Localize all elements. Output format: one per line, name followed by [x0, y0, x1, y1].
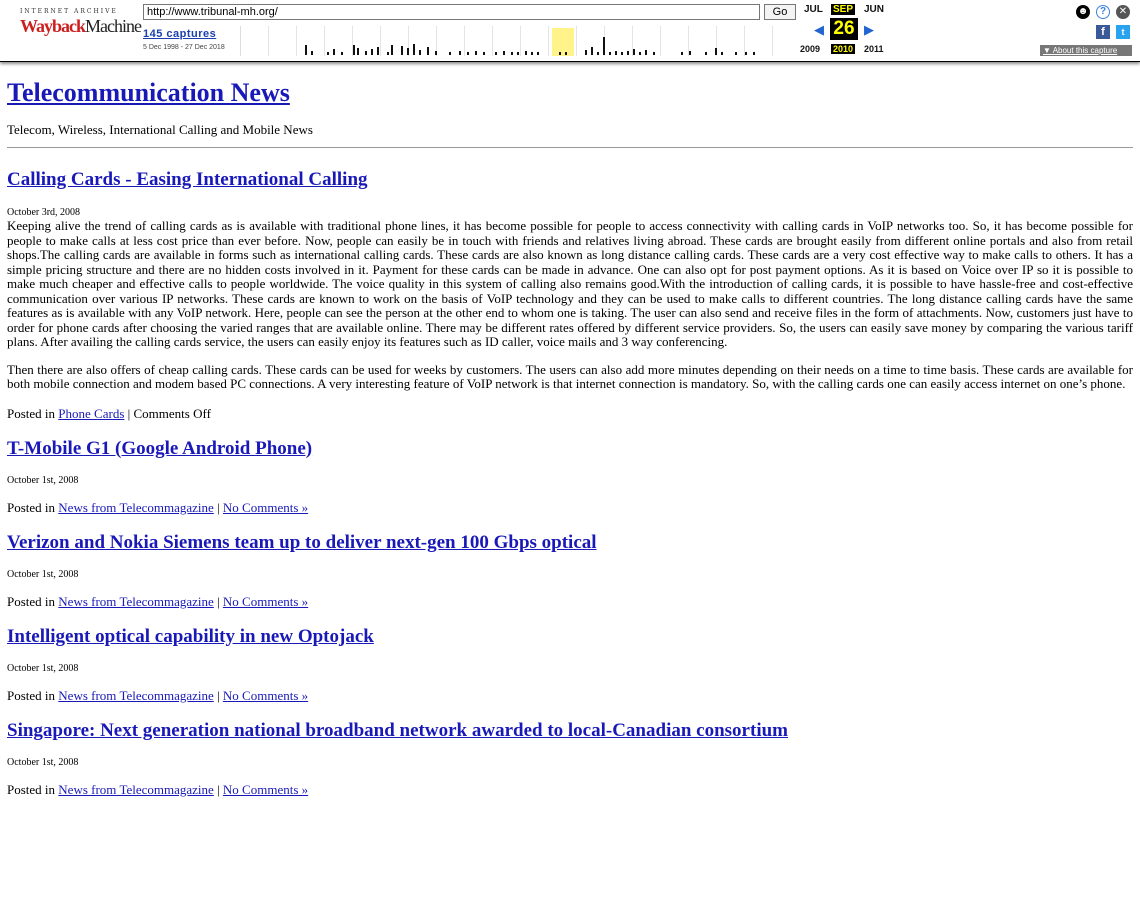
next-year-label[interactable]: 2011 [864, 44, 884, 54]
site-tagline: Telecom, Wireless, International Calling and Mobile News [7, 122, 313, 137]
post-date: October 1st, 2008 [7, 568, 79, 580]
wayback-wordmark [20, 16, 142, 36]
post-body [7, 219, 1133, 392]
post-meta [7, 687, 1133, 704]
comments-link[interactable]: No Comments » [222, 781, 309, 797]
wayback-logo[interactable] [20, 8, 142, 36]
post-date: October 1st, 2008 [7, 474, 79, 486]
sparkline-year-divider [660, 26, 661, 56]
wayback-wordmark-machine: Machine [85, 16, 142, 36]
facebook-icon[interactable]: f [1096, 25, 1110, 39]
sparkline-year-divider [324, 26, 325, 56]
post-meta [7, 593, 1133, 610]
header-divider [7, 147, 1133, 148]
category-link[interactable]: News from Telecommagazine [58, 781, 214, 797]
internet-archive-label: INTERNET ARCHIVE [20, 8, 118, 15]
post-date: October 1st, 2008 [7, 662, 79, 674]
meta-separator: | [213, 593, 223, 609]
posted-in-label: Posted in [7, 781, 59, 797]
sparkline-bar [735, 52, 737, 55]
sparkline-bar [391, 45, 393, 55]
capture-date-range: 5 Dec 1998 - 27 Dec 2018 [143, 44, 225, 51]
capture-sparkline[interactable] [240, 26, 796, 56]
sparkline-bar [715, 48, 717, 55]
sparkline-bar [559, 52, 561, 55]
sparkline-year-divider [520, 26, 521, 56]
sparkline-bar [525, 51, 527, 55]
meta-separator: | [213, 687, 223, 703]
user-account-icon[interactable]: ☻ [1077, 6, 1089, 17]
post-meta [7, 405, 1133, 422]
sparkline-bar [365, 51, 367, 55]
category-link[interactable]: News from Telecommagazine [58, 499, 214, 515]
sparkline-bar [475, 51, 477, 55]
meta-separator: | [213, 781, 223, 797]
close-icon[interactable]: ✕ [1116, 5, 1130, 19]
page-content [7, 76, 1133, 798]
category-link[interactable]: News from Telecommagazine [58, 593, 214, 609]
sparkline-bar [531, 52, 533, 55]
sparkline-bar [407, 48, 409, 55]
prev-month-label[interactable]: JUL [804, 4, 823, 15]
sparkline-bar [615, 51, 617, 55]
posted-in-label: Posted in [7, 405, 59, 421]
sparkline-bar [537, 52, 539, 55]
sparkline-bar [645, 50, 647, 55]
sparkline-bar [357, 48, 359, 55]
sparkline-bar [597, 52, 599, 55]
sparkline-bar [311, 51, 313, 55]
sparkline-year-divider [268, 26, 269, 56]
prev-year-label[interactable]: 2009 [800, 44, 821, 54]
about-this-capture-link[interactable]: ▼ About this capture [1040, 45, 1132, 56]
sparkline-year-divider [548, 26, 549, 56]
sparkline-bar [585, 50, 587, 55]
comments-link[interactable]: No Comments » [222, 687, 309, 703]
comments-status: Comments Off [133, 405, 211, 421]
sparkline-bar [305, 45, 307, 55]
wayback-url-input[interactable] [143, 4, 760, 20]
posted-in-label: Posted in [7, 687, 59, 703]
sparkline-current-year-highlight [552, 28, 574, 56]
capture-day: 26 [830, 18, 858, 40]
comments-link[interactable]: No Comments » [222, 593, 309, 609]
sparkline-bar [333, 49, 335, 55]
post [7, 719, 1133, 798]
post [7, 437, 1133, 516]
sparkline-year-divider [576, 26, 577, 56]
sparkline-bar [517, 52, 519, 55]
sparkline-bar [511, 52, 513, 55]
twitter-icon[interactable]: t [1116, 25, 1130, 39]
sparkline-year-divider [492, 26, 493, 56]
next-month-label[interactable]: JUN [864, 4, 885, 15]
post-meta [7, 499, 1133, 516]
post [7, 625, 1133, 704]
sparkline-year-divider [772, 26, 773, 56]
sparkline-bar [449, 52, 451, 55]
post-meta [7, 781, 1133, 798]
next-capture-arrow-icon[interactable]: ▶ [864, 22, 874, 37]
current-month-label: SEP [833, 4, 854, 15]
wayback-toolbar [0, 0, 1140, 62]
sparkline-bar [653, 52, 655, 55]
sparkline-bar [377, 47, 379, 55]
sparkline-year-divider [464, 26, 465, 56]
capture-calendar [800, 2, 892, 58]
help-icon[interactable]: ? [1096, 5, 1110, 19]
sparkline-bar [387, 52, 389, 55]
category-link[interactable]: News from Telecommagazine [58, 687, 214, 703]
sparkline-year-divider [380, 26, 381, 56]
sparkline-bar [503, 51, 505, 55]
post-title-link[interactable]: T-Mobile G1 (Google Android Phone) [7, 437, 313, 459]
current-year-label: 2010 [833, 44, 854, 54]
category-link[interactable]: Phone Cards [58, 405, 125, 421]
sparkline-bar [609, 52, 611, 55]
sparkline-bar [495, 52, 497, 55]
sparkline-bar [721, 52, 723, 55]
sparkline-bar [627, 51, 629, 55]
wayback-go-button[interactable]: Go [764, 4, 796, 20]
sparkline-bar [353, 45, 355, 55]
site-title[interactable]: Telecommunication News [7, 78, 290, 107]
sparkline-bar [633, 49, 635, 55]
sparkline-bar [341, 52, 343, 55]
sparkline-bar [435, 51, 437, 55]
post-date: October 1st, 2008 [7, 756, 79, 768]
post-title-link[interactable]: Calling Cards - Easing International Calling [7, 169, 368, 190]
posted-in-label: Posted in [7, 499, 59, 515]
prev-capture-arrow-icon[interactable]: ◀ [814, 22, 824, 37]
sparkline-bar [327, 52, 329, 55]
sparkline-bar [401, 46, 403, 55]
post-paragraph: Keeping alive the trend of calling cards as is available with traditional phone lines, it has become possible for people to access connectivity with calling cards in VoIP networks too. So, it has become possible for people to make calls at less cost price than ever before. Now, people can easily be in touch with friends and relatives living abroad. These cards are brought easily from different online portals and also from retail shops.The calling cards are available in forms such as international calling cards. These cards are also known as long distance calling cards. These cards are a very cost effective way to make calls to others. It has a simple pricing structure and there are no hidden costs involved in it. Payment for these cards can be made in advance. One can also opt for post payment options. As it is based on Voice over IP so it is possible to make much cheaper and effective calls to people worldwide. The voice quality in this system of calling also remains good.With the introduction of calling cards, it is possible to have hassle-free and cost-effective communication over various IP networks. These cards are known to work on the basis of VoIP technology and they can be used to make calls to different countries. The long distance calling cards have the same features as is available with any VoIP network. Here, people can see the person at the other end to whom one is taking. The user can also send and receive files in the form of attachments. Now, customers just have to order for phone cards after choosing the varied ranges that are available online. There may be different rates offered by different service providers. So, the users can easily save money by comparing the various tariff plans. After availing the calling cards service, the users can easily enjoy its features such as ID caller, voice mails and 3 way conferencing. [7, 218, 1133, 349]
sparkline-bar [419, 50, 421, 55]
sparkline-bar [689, 51, 691, 55]
wayback-wordmark-wayback: Wayback [20, 16, 86, 36]
post-title-link[interactable]: Verizon and Nokia Siemens team up to deliver next-gen 100 Gbps optical [7, 531, 597, 553]
sparkline-bar [705, 52, 707, 55]
post-title-link[interactable]: Intelligent optical capability in new Optojack [7, 625, 374, 647]
captures-link[interactable]: 145 captures [143, 28, 217, 40]
sparkline-bar [753, 52, 755, 55]
sparkline-bar [603, 37, 605, 55]
post-title-link[interactable]: Singapore: Next generation national broadband network awarded to local-Canadian consortium [7, 719, 788, 741]
sparkline-bar [591, 47, 593, 55]
sparkline-bar [427, 47, 429, 55]
meta-separator: | [124, 405, 134, 421]
sparkline-year-divider [296, 26, 297, 56]
posted-in-label: Posted in [7, 593, 59, 609]
sparkline-bar [371, 49, 373, 55]
sparkline-bar [413, 44, 415, 55]
post-paragraph: Then there are also offers of cheap calling cards. These cards can be used for weeks by customers. The users can also add more minutes depending on their needs on a time to time basis. These cards are available for both mobile connection and modem based PC connections. A very interesting feature of VoIP network is that internet connection is mandatory. So, with the calling cards one can easily access internet on one’s phone. [7, 361, 1133, 391]
sparkline-bar [459, 51, 461, 55]
sparkline-bar [745, 52, 747, 55]
wayback-right-controls [1022, 4, 1132, 58]
sparkline-bar [621, 52, 623, 55]
comments-link[interactable]: No Comments » [222, 499, 309, 515]
meta-separator: | [213, 499, 223, 515]
post-date: October 3rd, 2008 [7, 207, 81, 218]
sparkline-bar [681, 52, 683, 55]
sparkline-bar [565, 52, 567, 55]
post [7, 168, 1133, 422]
sparkline-bar [639, 52, 641, 55]
sparkline-bar [467, 52, 469, 55]
sparkline-bar [483, 52, 485, 55]
post [7, 531, 1133, 610]
